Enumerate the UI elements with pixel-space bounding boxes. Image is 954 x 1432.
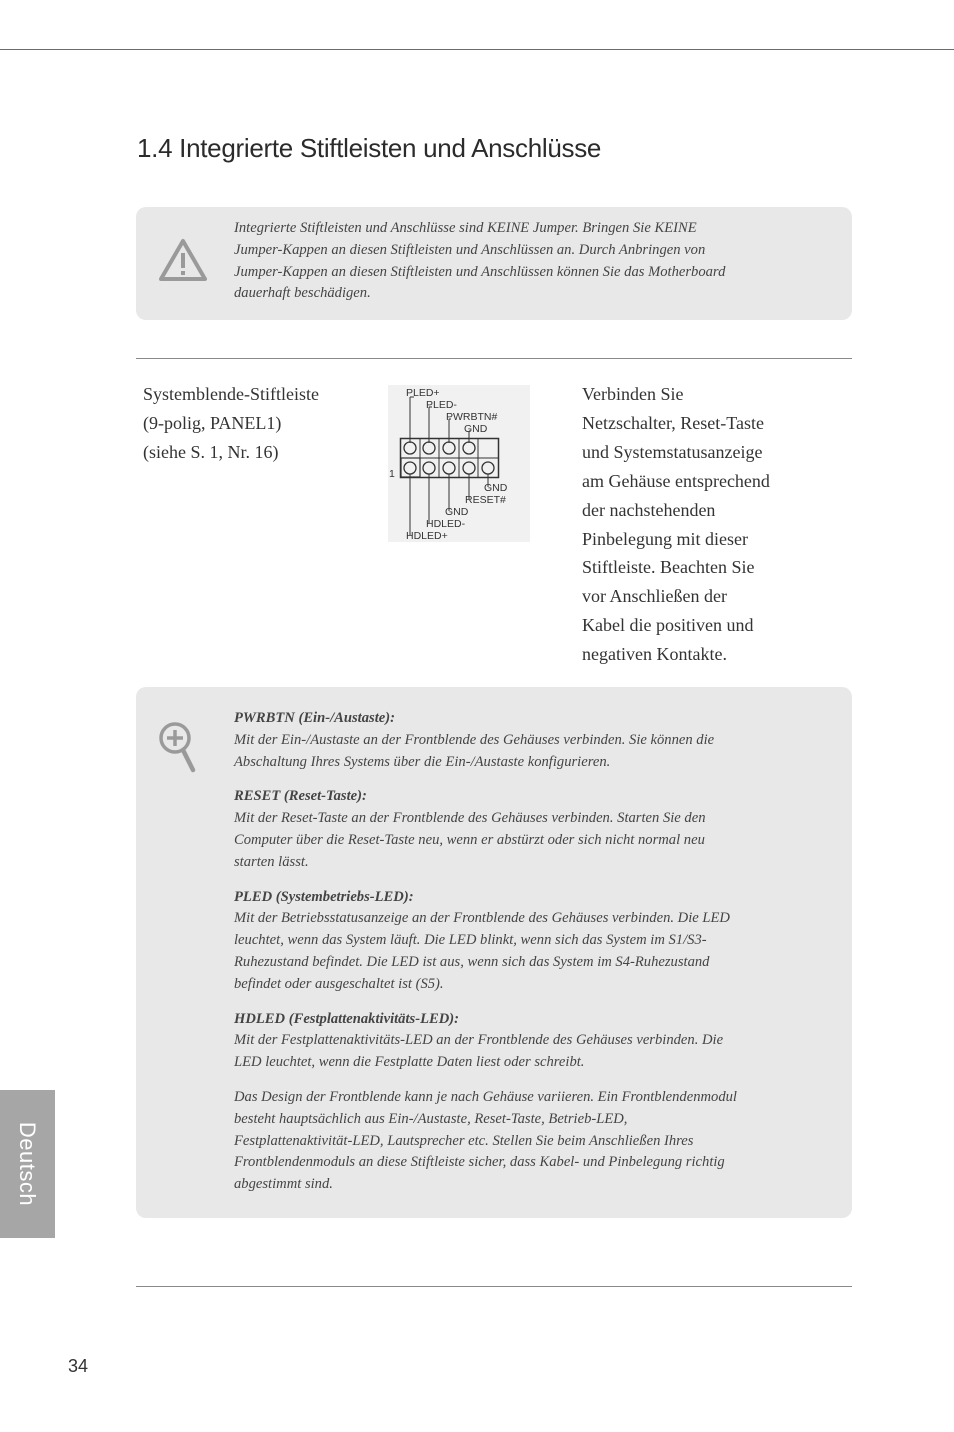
description-line: Netzschalter, Reset-Taste [582, 412, 764, 433]
pin-label-hdled-minus: HDLED- [426, 518, 466, 530]
description-line: am Gehäuse entsprechend [582, 470, 770, 491]
note-line: leuchtet, wenn das System läuft. Die LED blinkt, wenn sich das System im S1/S3- [234, 932, 707, 949]
pin-label-pled-plus: PLED+ [406, 387, 440, 399]
note-pled [234, 887, 794, 996]
connector-name-line: Systemblende-Stiftleiste [143, 384, 319, 404]
note-line: Ruhezustand befindet. Die LED ist aus, wenn sich das System im S4-Ruhezustand [234, 953, 710, 970]
note-pwrbtn [234, 708, 794, 773]
note-title: HDLED (Festplattenaktivitäts-LED): [234, 1010, 459, 1027]
connector-name-line: (siehe S. 1, Nr. 16) [143, 442, 279, 462]
pin-one-label: 1 [389, 468, 395, 480]
connector-name-line: (9-polig, PANEL1) [143, 413, 282, 433]
description-line: Kabel die positiven und [582, 615, 754, 636]
note-reset [234, 786, 794, 873]
divider-rule [136, 358, 852, 359]
note-line: abgestimmt sind. [234, 1176, 333, 1193]
bottom-rule [136, 1286, 852, 1287]
warning-line: Jumper-Kappen an diesen Stiftleisten und Anschlüssen können Sie das Motherboard [234, 263, 726, 280]
language-side-tab [0, 1090, 55, 1238]
connector-name [143, 380, 319, 467]
note-line: Festplattenaktivität-LED, Lautsprecher etc. Stellen Sie beim Anschließen Ihres [234, 1132, 694, 1149]
notes-box [136, 687, 852, 1218]
note-line: besteht hauptsächlich aus Ein-/Austaste, Reset-Taste, Betrieb-LED, [234, 1110, 628, 1127]
note-title: RESET (Reset-Taste): [234, 788, 367, 805]
section-heading: 1.4 Integrierte Stiftleisten und Anschlüsse [137, 133, 602, 163]
note-line: LED leuchtet, wenn die Festplatte Daten liest oder schreibt. [234, 1054, 585, 1071]
page-number: 34 [68, 1356, 89, 1376]
note-line: Mit der Festplattenaktivitäts-LED an der Frontblende des Gehäuses verbinden. Die [234, 1032, 724, 1049]
note-line: starten lässt. [234, 853, 309, 870]
pin-label-hdled-plus: HDLED+ [406, 530, 448, 542]
note-line: Abschaltung Ihres Systems über die Ein-/Austaste konfigurieren. [234, 753, 611, 770]
warning-text [234, 218, 794, 305]
note-title: PWRBTN (Ein-/Austaste): [234, 710, 395, 726]
note-line: Mit der Reset-Taste an der Frontblende des Gehäuses verbinden. Starten Sie den [234, 810, 706, 827]
description-line: Pinbelegung mit dieser [582, 528, 748, 549]
warning-line: Jumper-Kappen an diesen Stiftleisten und Anschlüssen an. Durch Anbringen von [234, 241, 706, 258]
connector-description [582, 380, 812, 669]
note-line: Mit der Ein-/Austaste an der Frontblende des Gehäuses verbinden. Sie können die [234, 731, 715, 748]
panel-header-pin-diagram [388, 385, 530, 542]
top-rule [0, 49, 954, 50]
description-line: vor Anschließen der [582, 586, 727, 607]
note-line: Computer über die Reset-Taste neu, wenn er abstürzt oder sich nicht normal neu [234, 831, 705, 848]
note-line: Mit der Betriebsstatusanzeige an der Frontblende des Gehäuses verbinden. Die LED [234, 910, 730, 927]
note-hdled [234, 1009, 794, 1074]
note-line: Das Design der Frontblende kann je nach Gehäuse variieren. Ein Frontblendenmodul [234, 1088, 737, 1105]
pin-label-gnd-top: GND [464, 423, 488, 435]
warning-line: dauerhaft beschädigen. [234, 285, 371, 302]
description-line: und Systemstatusanzeige [582, 441, 763, 462]
pin-label-pled-minus: PLED- [426, 399, 457, 411]
description-line: Stiftleiste. Beachten Sie [582, 557, 755, 578]
note-title: PLED (Systembetriebs-LED): [234, 888, 414, 905]
description-line: Verbinden Sie [582, 384, 684, 404]
language-label: Deutsch [15, 1121, 40, 1207]
description-line: negativen Kontakte. [582, 644, 727, 665]
warning-triangle-icon [157, 237, 209, 283]
pin-label-pwrbtn: PWRBTN# [446, 411, 498, 423]
pin-label-gnd-bottom-2: GND [445, 506, 469, 518]
note-design [234, 1087, 794, 1196]
pin-label-gnd-bottom-1: GND [484, 482, 508, 494]
pin-label-reset: RESET# [465, 494, 506, 506]
magnifier-plus-icon [156, 719, 200, 775]
note-line: Frontblendenmoduls an diese Stiftleiste sicher, dass Kabel- und Pinbelegung richtig [234, 1154, 725, 1171]
warning-line: Integrierte Stiftleisten und Anschlüsse sind KEINE Jumper. Bringen Sie KEINE [234, 220, 697, 236]
notes-text [234, 708, 794, 1209]
note-line: befindet oder ausgeschaltet ist (S5). [234, 975, 444, 992]
warning-box [136, 207, 852, 320]
description-line: der nachstehenden [582, 499, 716, 520]
